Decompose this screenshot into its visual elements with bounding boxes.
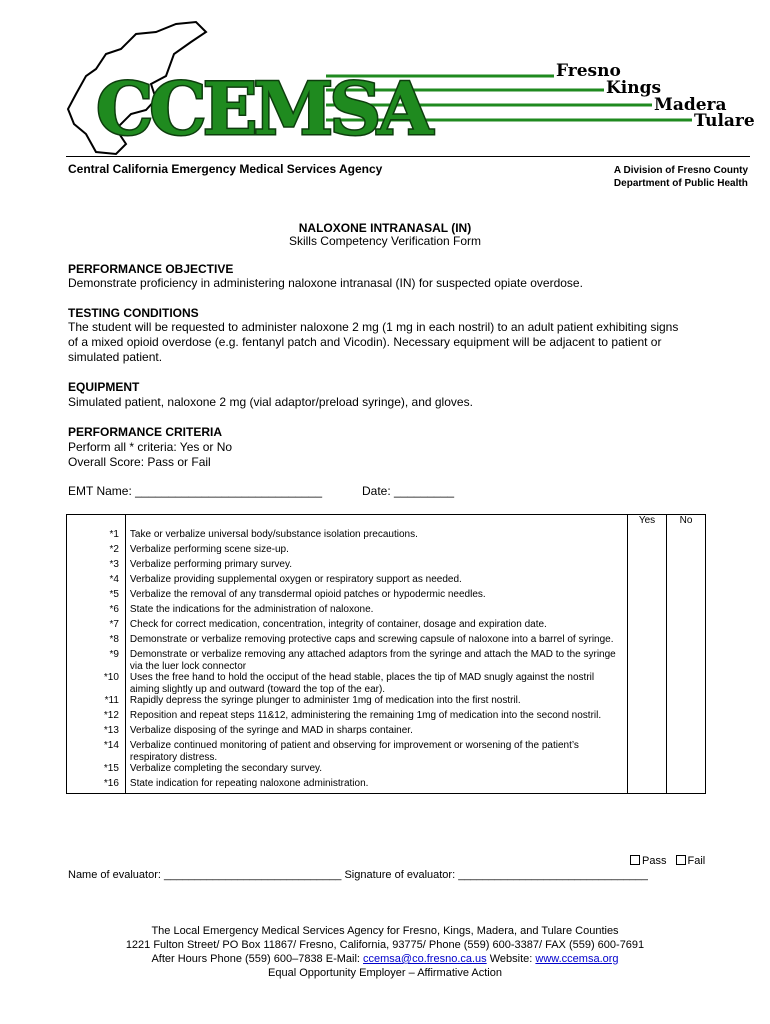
table-row xyxy=(67,559,706,574)
no-cell[interactable] xyxy=(667,778,706,794)
footer-line-1: The Local Emergency Medical Services Agency for Fresno, Kings, Madera, and Tulare Counties xyxy=(151,925,619,937)
date-field[interactable]: Date: _________ xyxy=(362,484,455,498)
text-header-cell xyxy=(125,515,627,530)
email-link[interactable]: ccemsa@co.fresno.ca.us xyxy=(363,953,487,965)
yes-cell[interactable] xyxy=(628,574,667,589)
division-line-2: Department of Public Health xyxy=(613,178,748,189)
yes-cell[interactable] xyxy=(628,589,667,604)
no-cell[interactable] xyxy=(667,672,706,695)
yes-cell[interactable] xyxy=(628,634,667,649)
table-row xyxy=(67,529,706,544)
num-header-cell xyxy=(67,515,126,530)
criterion-number: *1 xyxy=(67,529,126,544)
criterion-number: *10 xyxy=(67,672,126,695)
yes-cell[interactable] xyxy=(628,740,667,763)
table-row xyxy=(67,604,706,619)
objective-heading: PERFORMANCE OBJECTIVE xyxy=(68,262,234,276)
criterion-number: *6 xyxy=(67,604,126,619)
no-cell[interactable] xyxy=(667,763,706,778)
pass-fail-options xyxy=(630,855,705,867)
no-cell[interactable] xyxy=(667,544,706,559)
criterion-text: Verbalize disposing of the syringe and MAD in sharps container. xyxy=(125,725,627,740)
table-row xyxy=(67,619,706,634)
no-cell[interactable] xyxy=(667,695,706,710)
criterion-number: *8 xyxy=(67,634,126,649)
no-cell[interactable] xyxy=(667,725,706,740)
yes-cell[interactable] xyxy=(628,672,667,695)
yes-cell[interactable] xyxy=(628,529,667,544)
no-cell[interactable] xyxy=(667,740,706,763)
criteria-line-1: Perform all * criteria: Yes or No xyxy=(68,440,233,454)
header-divider xyxy=(66,156,750,157)
no-cell[interactable] xyxy=(667,634,706,649)
criteria-heading: PERFORMANCE CRITERIA xyxy=(68,425,223,439)
yes-cell[interactable] xyxy=(628,649,667,672)
evaluator-signature-line[interactable]: Name of evaluator: _____________________________ Signature of evaluator: _______________________________ xyxy=(68,869,648,881)
criterion-text: State the indications for the administration of naloxone. xyxy=(125,604,627,619)
table-header-row xyxy=(67,515,706,530)
criterion-text: State indication for repeating naloxone administration. xyxy=(125,778,627,794)
table-row xyxy=(67,574,706,589)
equipment-body: Simulated patient, naloxone 2 mg (vial adaptor/preload syringe), and gloves. xyxy=(68,395,473,409)
ccemsa-logo xyxy=(56,14,756,164)
criterion-number: *3 xyxy=(67,559,126,574)
org-name: Central California Emergency Medical Services Agency xyxy=(68,162,383,176)
table-row xyxy=(67,740,706,763)
footer-phone-text: After Hours Phone (559) 600–7838 E-Mail: xyxy=(151,953,364,965)
yes-cell[interactable] xyxy=(628,763,667,778)
criterion-text: Verbalize performing primary survey. xyxy=(125,559,627,574)
website-link[interactable]: www.ccemsa.org xyxy=(535,953,619,965)
criterion-number: *16 xyxy=(67,778,126,794)
criterion-text: Take or verbalize universal body/substance isolation precautions. xyxy=(125,529,627,544)
conditions-body: The student will be requested to administer naloxone 2 mg (1 mg in each nostril) to an adult patient exhibiting signs of a mixed opioid overdose (e.g. fentanyl patch and Vicodin). Necessary equipment will be adjacent to patient or simulated patient. xyxy=(68,320,679,364)
criterion-number: *13 xyxy=(67,725,126,740)
criterion-number: *5 xyxy=(67,589,126,604)
criterion-number: *7 xyxy=(67,619,126,634)
criterion-text: Verbalize continued monitoring of patient and observing for improvement or worsening of the patient’s respiratory distress. xyxy=(125,740,627,763)
document-title: NALOXONE INTRANASAL (IN) xyxy=(298,221,472,235)
county-tulare: Tulare xyxy=(694,111,755,131)
criterion-number: *4 xyxy=(67,574,126,589)
criterion-text: Verbalize performing scene size-up. xyxy=(125,544,627,559)
conditions-heading: TESTING CONDITIONS xyxy=(68,306,199,320)
pass-label: Pass xyxy=(642,855,667,867)
no-column-header: No xyxy=(667,515,706,530)
criterion-number: *2 xyxy=(67,544,126,559)
criterion-text: Reposition and repeat steps 11&12, administering the remaining 1mg of medication into the second nostril. xyxy=(125,710,627,725)
table-row xyxy=(67,649,706,672)
footer-line-4: Equal Opportunity Employer – Affirmative Action xyxy=(268,967,502,979)
objective-body: Demonstrate proficiency in administering naloxone intranasal (IN) for suspected opiate overdose. xyxy=(68,276,583,290)
criterion-text: Check for correct medication, concentration, integrity of container, dosage and expiration date. xyxy=(125,619,627,634)
emt-name-field[interactable]: EMT Name: ____________________________ xyxy=(68,484,322,498)
no-cell[interactable] xyxy=(667,589,706,604)
county-kings: Kings xyxy=(606,78,662,98)
table-row xyxy=(67,544,706,559)
criterion-number: *14 xyxy=(67,740,126,763)
yes-cell[interactable] xyxy=(628,710,667,725)
yes-cell[interactable] xyxy=(628,619,667,634)
criteria-table xyxy=(66,514,706,794)
table-row xyxy=(67,725,706,740)
criterion-number: *12 xyxy=(67,710,126,725)
criterion-number: *9 xyxy=(67,649,126,672)
no-cell[interactable] xyxy=(667,710,706,725)
table-row xyxy=(67,710,706,725)
criterion-text: Demonstrate or verbalize removing any attached adaptors from the syringe and attach the MAD to the syringe via the luer lock connector xyxy=(125,649,627,672)
footer-line-3 xyxy=(0,952,770,966)
logo-wordmark: CCEMSA xyxy=(96,66,430,151)
yes-cell[interactable] xyxy=(628,695,667,710)
yes-cell[interactable] xyxy=(628,778,667,794)
yes-cell[interactable] xyxy=(628,559,667,574)
county-fresno: Fresno xyxy=(556,61,621,81)
table-row xyxy=(67,589,706,604)
criterion-text: Uses the free hand to hold the occiput of the head stable, places the tip of MAD snugly against the nostril aiming slightly up and outward (toward the top of the ear). xyxy=(125,672,627,695)
criterion-text: Verbalize completing the secondary survey. xyxy=(125,763,627,778)
table-row xyxy=(67,634,706,649)
yes-cell[interactable] xyxy=(628,725,667,740)
table-row xyxy=(67,763,706,778)
criterion-text: Demonstrate or verbalize removing protective caps and screwing capsule of naloxone into a barrel of syringe. xyxy=(125,634,627,649)
no-cell[interactable] xyxy=(667,619,706,634)
footer-line-2: 1221 Fulton Street/ PO Box 11867/ Fresno, California, 93775/ Phone (559) 600-3387/ FAX (559) 600-7691 xyxy=(125,939,645,951)
county-madera: Madera xyxy=(654,95,727,115)
document-subtitle: Skills Competency Verification Form xyxy=(288,234,482,248)
pass-checkbox[interactable] xyxy=(630,855,640,865)
criterion-text: Verbalize the removal of any transdermal opioid patches or hypodermic needles. xyxy=(125,589,627,604)
footer-website-label: Website: xyxy=(486,953,536,965)
no-cell[interactable] xyxy=(667,529,706,544)
criteria-line-2: Overall Score: Pass or Fail xyxy=(68,455,211,469)
fail-label: Fail xyxy=(687,855,706,867)
equipment-heading: EQUIPMENT xyxy=(68,380,140,394)
criterion-number: *15 xyxy=(67,763,126,778)
table-row xyxy=(67,672,706,695)
yes-cell[interactable] xyxy=(628,604,667,619)
no-cell[interactable] xyxy=(667,649,706,672)
yes-column-header: Yes xyxy=(628,515,667,530)
fail-checkbox[interactable] xyxy=(676,855,686,865)
no-cell[interactable] xyxy=(667,574,706,589)
table-row xyxy=(67,695,706,710)
yes-cell[interactable] xyxy=(628,544,667,559)
criterion-text: Rapidly depress the syringe plunger to administer 1mg of medication into the first nostril. xyxy=(125,695,627,710)
division-line-1: A Division of Fresno County xyxy=(613,165,748,176)
no-cell[interactable] xyxy=(667,559,706,574)
criterion-number: *11 xyxy=(67,695,126,710)
division-block xyxy=(614,164,748,190)
criterion-text: Verbalize providing supplemental oxygen or respiratory support as needed. xyxy=(125,574,627,589)
table-row xyxy=(67,778,706,794)
no-cell[interactable] xyxy=(667,604,706,619)
